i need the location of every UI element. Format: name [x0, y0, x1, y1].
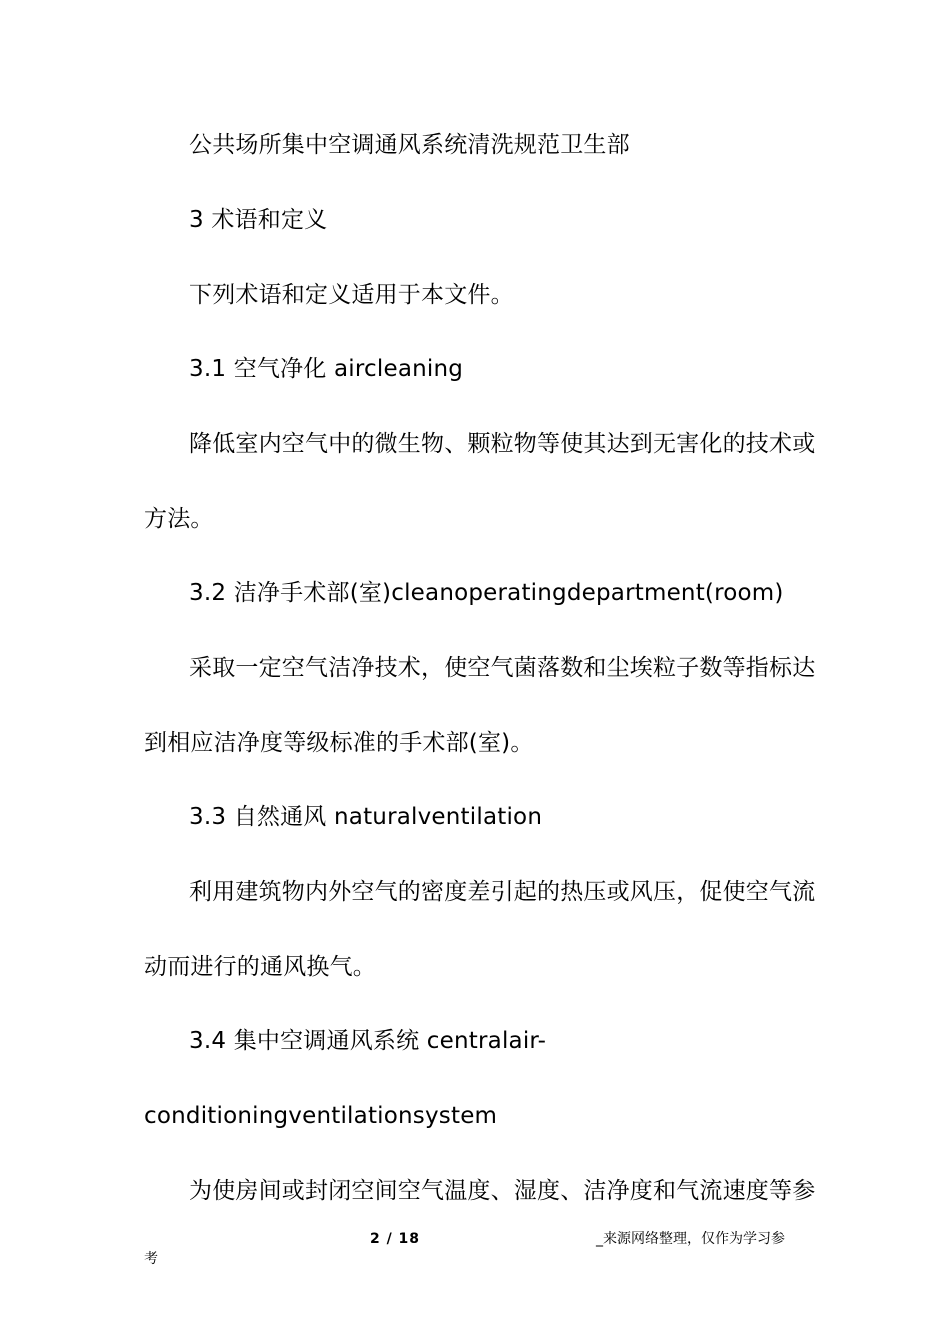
page-number: 2 / 18	[369, 1231, 421, 1247]
term-heading: 3.1 空气净化 aircleaning	[189, 356, 464, 382]
paragraph-line: 为使房间或封闭空间空气温度、湿度、洁净度和气流速度等参	[189, 1178, 816, 1204]
paragraph-line: 下列术语和定义适用于本文件。	[189, 282, 514, 308]
term-heading: 3.3 自然通风 naturalventilation	[189, 804, 543, 830]
paragraph-line: 到相应洁净度等级标准的手术部(室)。	[144, 730, 534, 756]
term-heading: 3.2 洁净手术部(室)cleanoperatingdepartment(room)	[189, 580, 784, 606]
term-heading: 3.4 集中空调通风系统 centralair-	[189, 1028, 547, 1054]
paragraph-line: 动而进行的通风换气。	[144, 954, 376, 980]
paragraph-line: 降低室内空气中的微生物、颗粒物等使其达到无害化的技术或	[189, 431, 816, 457]
paragraph-line: 方法。	[144, 506, 214, 532]
source-note: _来源网络整理，仅作为学习参	[596, 1231, 785, 1247]
source-note-wrap: 考	[144, 1251, 158, 1267]
document-title-line: 公共场所集中空调通风系统清洗规范卫生部	[189, 132, 630, 158]
paragraph-line: 利用建筑物内外空气的密度差引起的热压或风压，促使空气流	[189, 879, 816, 905]
paragraph-line: 采取一定空气洁净技术，使空气菌落数和尘埃粒子数等指标达	[189, 655, 816, 681]
term-heading-continued: conditioningventilationsystem	[144, 1103, 498, 1129]
section-heading: 3 术语和定义	[189, 207, 328, 233]
